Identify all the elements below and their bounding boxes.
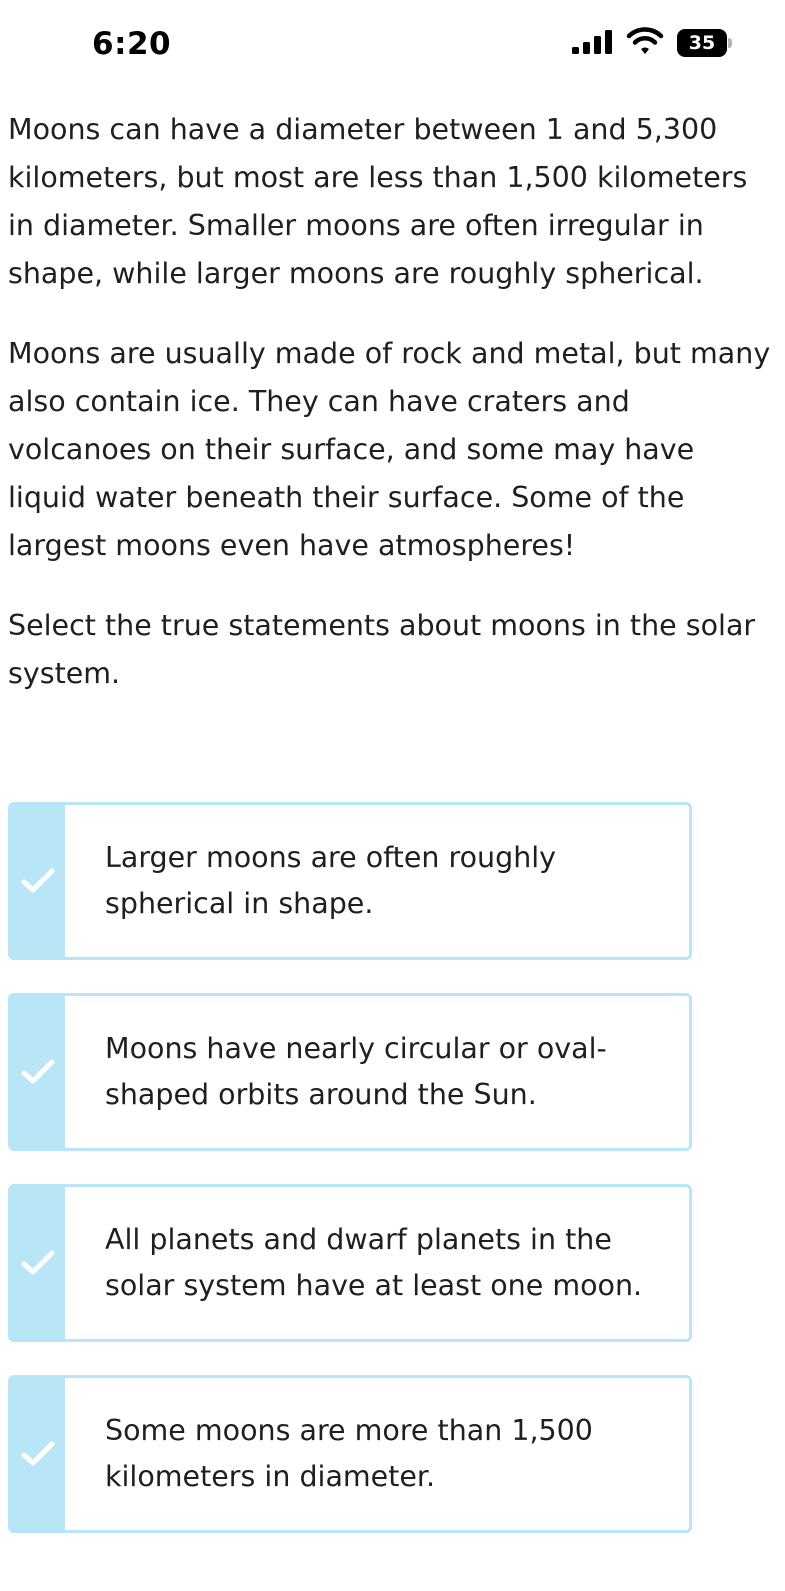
answer-choice-2[interactable] [8, 993, 692, 1151]
choice-checkbox[interactable] [11, 805, 65, 957]
checkmark-icon [21, 1249, 55, 1277]
answer-choice-label: All planets and dwarf planets in the solar system have at least one moon. [105, 1223, 643, 1302]
answer-choice-label: Larger moons are often roughly spherical in shape. [105, 841, 557, 920]
status-bar [0, 0, 785, 92]
checkmark-icon [21, 867, 55, 895]
checkmark-icon [21, 1058, 55, 1086]
answer-choice-label: Some moons are more than 1,500 kilometers in diameter. [105, 1414, 593, 1493]
passage-paragraph-2: Moons are usually made of rock and metal, but many also contain ice. They can have craters and volcanoes on their surface, and some may have liquid water beneath their surface. Some of the largest moons even have atmospheres! [8, 337, 771, 562]
choice-checkbox[interactable] [11, 1378, 65, 1530]
battery-cap [728, 38, 732, 48]
answer-choice-3[interactable] [8, 1184, 692, 1342]
choice-checkbox[interactable] [11, 996, 65, 1148]
battery-icon [677, 29, 733, 57]
answer-choice-label: Moons have nearly circular or oval-shaped orbits around the Sun. [105, 1032, 607, 1111]
wifi-icon [626, 26, 664, 56]
choice-checkbox[interactable] [11, 1187, 65, 1339]
status-time: 6:20 [92, 26, 172, 62]
passage-paragraph-1: Moons can have a diameter between 1 and 5,300 kilometers, but most are less than 1,500 kilometers in diameter. Smaller moons are often irregular in shape, while larger moons are roughly spherical. [8, 113, 748, 290]
battery-level: 35 [677, 29, 727, 57]
signal-icon [572, 30, 614, 54]
answer-choices [8, 802, 692, 1566]
answer-choice-4[interactable] [8, 1375, 692, 1533]
passage [8, 106, 778, 698]
question-prompt: Select the true statements about moons in the solar system. [8, 609, 756, 690]
answer-choice-1[interactable] [8, 802, 692, 960]
checkmark-icon [21, 1440, 55, 1468]
